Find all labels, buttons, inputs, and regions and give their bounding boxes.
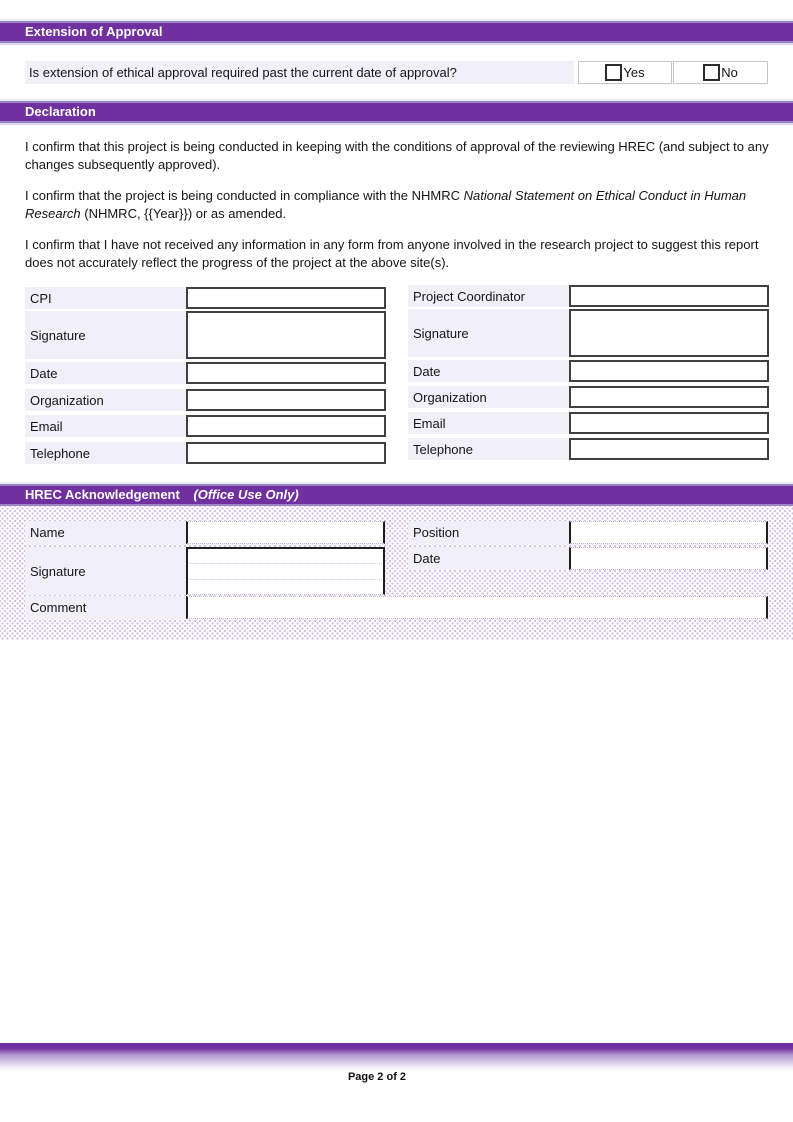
coordinator-email-input[interactable] [569, 412, 769, 434]
ack-date-label: Date [408, 547, 569, 570]
yes-checkbox[interactable] [605, 64, 622, 81]
coordinator-date-input[interactable] [569, 360, 769, 382]
yes-label: Yes [623, 65, 645, 80]
table-row [25, 311, 386, 359]
signature-ruled-line [189, 563, 382, 564]
cpi-email-input[interactable] [186, 415, 386, 437]
ack-position-input[interactable] [569, 521, 768, 544]
coordinator-telephone-label: Telephone [408, 438, 569, 460]
table-row [25, 442, 386, 464]
signature-ruled-line [189, 579, 382, 580]
coordinator-date-label: Date [408, 360, 569, 382]
cpi-signature-input[interactable] [186, 311, 386, 359]
table-row [25, 415, 386, 437]
table-row [25, 389, 386, 411]
coordinator-label: Project Coordinator [408, 285, 569, 307]
ack-comment-label: Comment [25, 596, 186, 619]
coordinator-organization-input[interactable] [569, 386, 769, 408]
ack-name-label: Name [25, 521, 186, 544]
table-row [25, 362, 386, 384]
no-label: No [721, 65, 738, 80]
coordinator-input[interactable] [569, 285, 769, 307]
table-row [408, 412, 769, 434]
coordinator-signature-label: Signature [408, 309, 569, 357]
table-row [408, 360, 769, 382]
extension-question: Is extension of ethical approval required past the current date of approval? [25, 61, 574, 84]
office-use-only-label: (Office Use Only) [193, 487, 299, 502]
cpi-input[interactable] [186, 287, 386, 309]
paragraph-italic-text: National Statement on Ethical Conduct in Human Research [25, 188, 747, 221]
coordinator-signature-input[interactable] [569, 309, 769, 357]
cpi-organization-input[interactable] [186, 389, 386, 411]
no-option-cell [673, 61, 768, 84]
cpi-telephone-input[interactable] [186, 442, 386, 464]
coordinator-organization-label: Organization [408, 386, 569, 408]
paragraph-text: I confirm that the project is being conducted in compliance with the NHMRC [25, 188, 464, 203]
cpi-organization-label: Organization [25, 389, 186, 411]
footer-gradient-bar [0, 1043, 793, 1071]
coordinator-telephone-input[interactable] [569, 438, 769, 460]
table-row [408, 386, 769, 408]
declaration-paragraph-3: I confirm that I have not received any information in any form from anyone involved in the research project to suggest this report does not accurately reflect the progress of the project at the above site(s). [25, 237, 759, 270]
table-row [408, 309, 769, 357]
ack-comment-input[interactable] [186, 596, 768, 619]
section-title: Extension of Approval [25, 24, 163, 39]
ack-signature-input[interactable] [186, 547, 385, 595]
cpi-date-label: Date [25, 362, 186, 384]
section-header-acknowledgement [0, 484, 793, 506]
ack-position-label: Position [408, 521, 569, 544]
table-row [25, 287, 386, 309]
cpi-signature-label: Signature [25, 311, 186, 359]
declaration-paragraph-2 [25, 187, 770, 223]
page-number: Page 2 of 2 [347, 1071, 407, 1083]
ack-name-input[interactable] [186, 521, 385, 544]
section-header-declaration [0, 101, 793, 123]
section-title: Declaration [25, 104, 96, 119]
table-row [408, 285, 769, 307]
section-header-extension [0, 21, 793, 43]
ack-signature-label: Signature [25, 547, 186, 595]
cpi-email-label: Email [25, 415, 186, 437]
no-checkbox[interactable] [703, 64, 720, 81]
declaration-paragraph-1: I confirm that this project is being conducted in keeping with the conditions of approval of the reviewing HREC (and subject to any changes subsequently approved). [25, 139, 769, 172]
cpi-label: CPI [25, 287, 186, 309]
table-row [408, 438, 769, 460]
yes-option-cell [578, 61, 672, 84]
section-title: HREC Acknowledgement [25, 487, 180, 502]
coordinator-email-label: Email [408, 412, 569, 434]
paragraph-text: (NHMRC, {{Year}}) or as amended. [80, 206, 287, 221]
cpi-telephone-label: Telephone [25, 442, 186, 464]
cpi-date-input[interactable] [186, 362, 386, 384]
ack-date-input[interactable] [569, 547, 768, 570]
